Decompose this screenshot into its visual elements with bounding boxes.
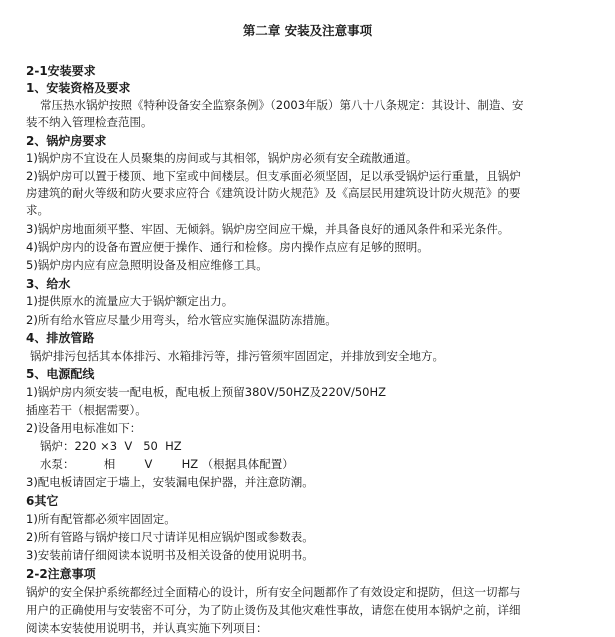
list-item: 2)锅炉房可以置于楼顶、地下室或中间楼层。但支承面必须坚固，足以承受锅炉运行重量，且锅炉 xyxy=(26,169,521,183)
list-item: 3)安装前请仔细阅读本说明书及相关设备的使用说明书。 xyxy=(26,548,314,562)
list-item: 5)锅炉房内应有应急照明设备及相应维修工具。 xyxy=(26,258,268,272)
list-item: 2)所有给水管应尽量少用弯头，给水管应实施保温防冻措施。 xyxy=(26,313,337,327)
paragraph-line: 装不纳入管理检查范围。 xyxy=(26,115,153,129)
list-item: 1)锅炉房不宜设在人员聚集的房间或与其相邻，锅炉房必须有安全疏散通道。 xyxy=(26,151,418,165)
subheading-water-supply: 3、给水 xyxy=(26,277,71,291)
paragraph-line: 锅炉排污包括其本体排污、水箱排污等，排污管须牢固固定，并排放到安全地方。 xyxy=(30,349,444,363)
section-heading-2-2: 2-2注意事项 xyxy=(26,567,96,581)
list-item: 2)所有管路与锅炉接口尺寸请详见相应锅炉图或参数表。 xyxy=(26,530,314,544)
spec-boiler: 锅炉：220 ×3 V 50 HZ xyxy=(40,439,182,453)
section-heading-2-1: 2-1安装要求 xyxy=(26,64,96,78)
list-item: 3)配电板请固定于墙上，安装漏电保护器，并注意防潮。 xyxy=(26,475,314,489)
list-item-continued: 房建筑的耐火等级和防火要求应符合《建筑设计防火规范》及《高层民用建筑设计防火规范》的要 xyxy=(26,186,521,200)
list-item: 4)锅炉房内的设备布置应便于操作、通行和检修。房内操作点应有足够的照明。 xyxy=(26,240,429,254)
list-item-continued: 求。 xyxy=(26,203,49,217)
chapter-title: 第二章 安装及注意事项 xyxy=(242,23,373,38)
list-item: 1)所有配管都必须牢固固定。 xyxy=(26,512,176,526)
spec-pump: 水泵： 相 V HZ （根据具体配置） xyxy=(40,457,294,471)
list-item: 1)提供原水的流量应大于锅炉额定出力。 xyxy=(26,294,234,308)
paragraph-line: 用户的正确使用与安装密不可分，为了防止烫伤及其他灾难性事故，请您在使用本锅炉之前，详细 xyxy=(26,603,521,617)
list-item: 2)设备用电标准如下： xyxy=(26,421,142,435)
list-item: 1)锅炉房内须安装一配电板，配电板上预留380V/50HZ及220V/50HZ xyxy=(26,385,387,399)
subheading-boiler-room: 2、锅炉房要求 xyxy=(26,134,107,148)
list-item-continued: 插座若干（根据需要）。 xyxy=(26,403,147,417)
subheading-power-wiring: 5、电源配线 xyxy=(26,367,95,381)
subheading-other: 6其它 xyxy=(26,494,59,508)
subheading-drain-pipe: 4、排放管路 xyxy=(26,331,95,345)
paragraph-line: 锅炉的安全保护系统都经过全面精心的设计，所有安全问题都作了有效设定和提防，但这一切都与 xyxy=(26,585,521,599)
list-item: 3)锅炉房地面须平整、牢固、无倾斜。锅炉房空间应干燥，并具备良好的通风条件和采光条件。 xyxy=(26,222,510,236)
paragraph-line: 常压热水锅炉按照《特种设备安全监察条例》（2003年版）第八十八条规定：其设计、制造、安 xyxy=(40,98,524,112)
subheading-install-qualification: 1、安装资格及要求 xyxy=(26,81,131,95)
paragraph-line: 阅读本安装使用说明书，并认真实施下列项目： xyxy=(26,621,268,635)
